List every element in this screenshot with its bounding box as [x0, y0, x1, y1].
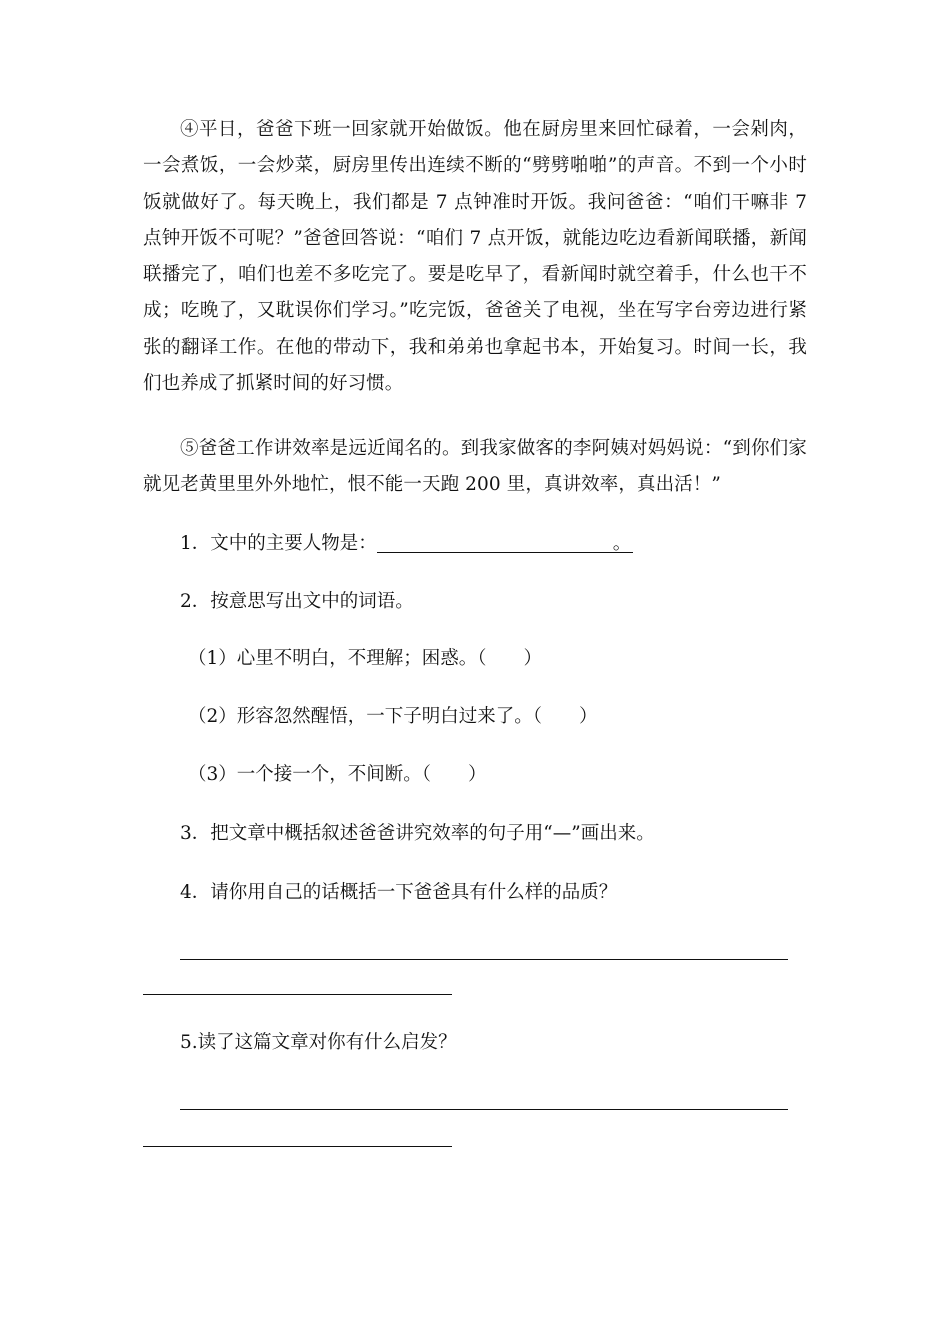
question-2: 2．按意思写出文中的词语。	[180, 591, 414, 612]
question-2-sub-1: （1）心里不明白，不理解；困惑。（ ）	[188, 648, 543, 669]
question-2-sub-2: （2）形容忽然醒悟，一下子明白过来了。（ ）	[188, 706, 598, 727]
passage-paragraph-4: ④平日，爸爸下班一回家就开始做饭。他在厨房里来回忙碌着，一会剁肉，一会煮饭，一会炒菜，厨房里传出连续不断的“劈劈啪啪”的声音。不到一个小时饭就做好了。每天晚上，我们都是 7 点钟准时开饭。我问爸爸：“咱们干嘛非 7 点钟开饭不可呢？”爸爸回答说：“咱们 7 点开饭，就能边吃边看新闻联播，新闻联播完了，咱们也差不多吃完了。要是吃早了，看新闻时就空着手，什么也干不成；吃晚了，又耽误你们学习。”吃完饭，爸爸关了电视，坐在写字台旁边进行紧张的翻译工作。在他的带动下，我和弟弟也拿起书本，开始复习。时间一长，我们也养成了抓紧时间的好习惯。	[143, 119, 807, 395]
question-4: 4．请你用自己的话概括一下爸爸具有什么样的品质？	[180, 882, 618, 903]
question-3: 3．把文章中概括叙述爸爸讲究效率的句子用“—”画出来。	[180, 823, 655, 844]
passage-paragraph-5: ⑤爸爸工作讲效率是远近闻名的。到我家做客的李阿姨对妈妈说：“到你们家就见老黄里里外外地忙，恨不能一天跑 200 里，真讲效率，真出活！”	[143, 438, 807, 496]
question-5: 5.读了这篇文章对你有什么启发？	[180, 1032, 457, 1053]
question-4-answer-line-2[interactable]	[143, 994, 452, 995]
question-1-period: 。	[612, 533, 632, 554]
question-5-answer-line-2[interactable]	[143, 1146, 452, 1147]
question-4-answer-line-1[interactable]	[180, 959, 788, 960]
question-1-answer-blank[interactable]	[377, 534, 633, 553]
question-2-sub-3: （3）一个接一个，不间断。（ ）	[188, 764, 487, 785]
question-1	[180, 532, 631, 556]
question-5-answer-line-1[interactable]	[180, 1109, 788, 1110]
question-1-text: 1．文中的主要人物是：	[180, 533, 377, 554]
